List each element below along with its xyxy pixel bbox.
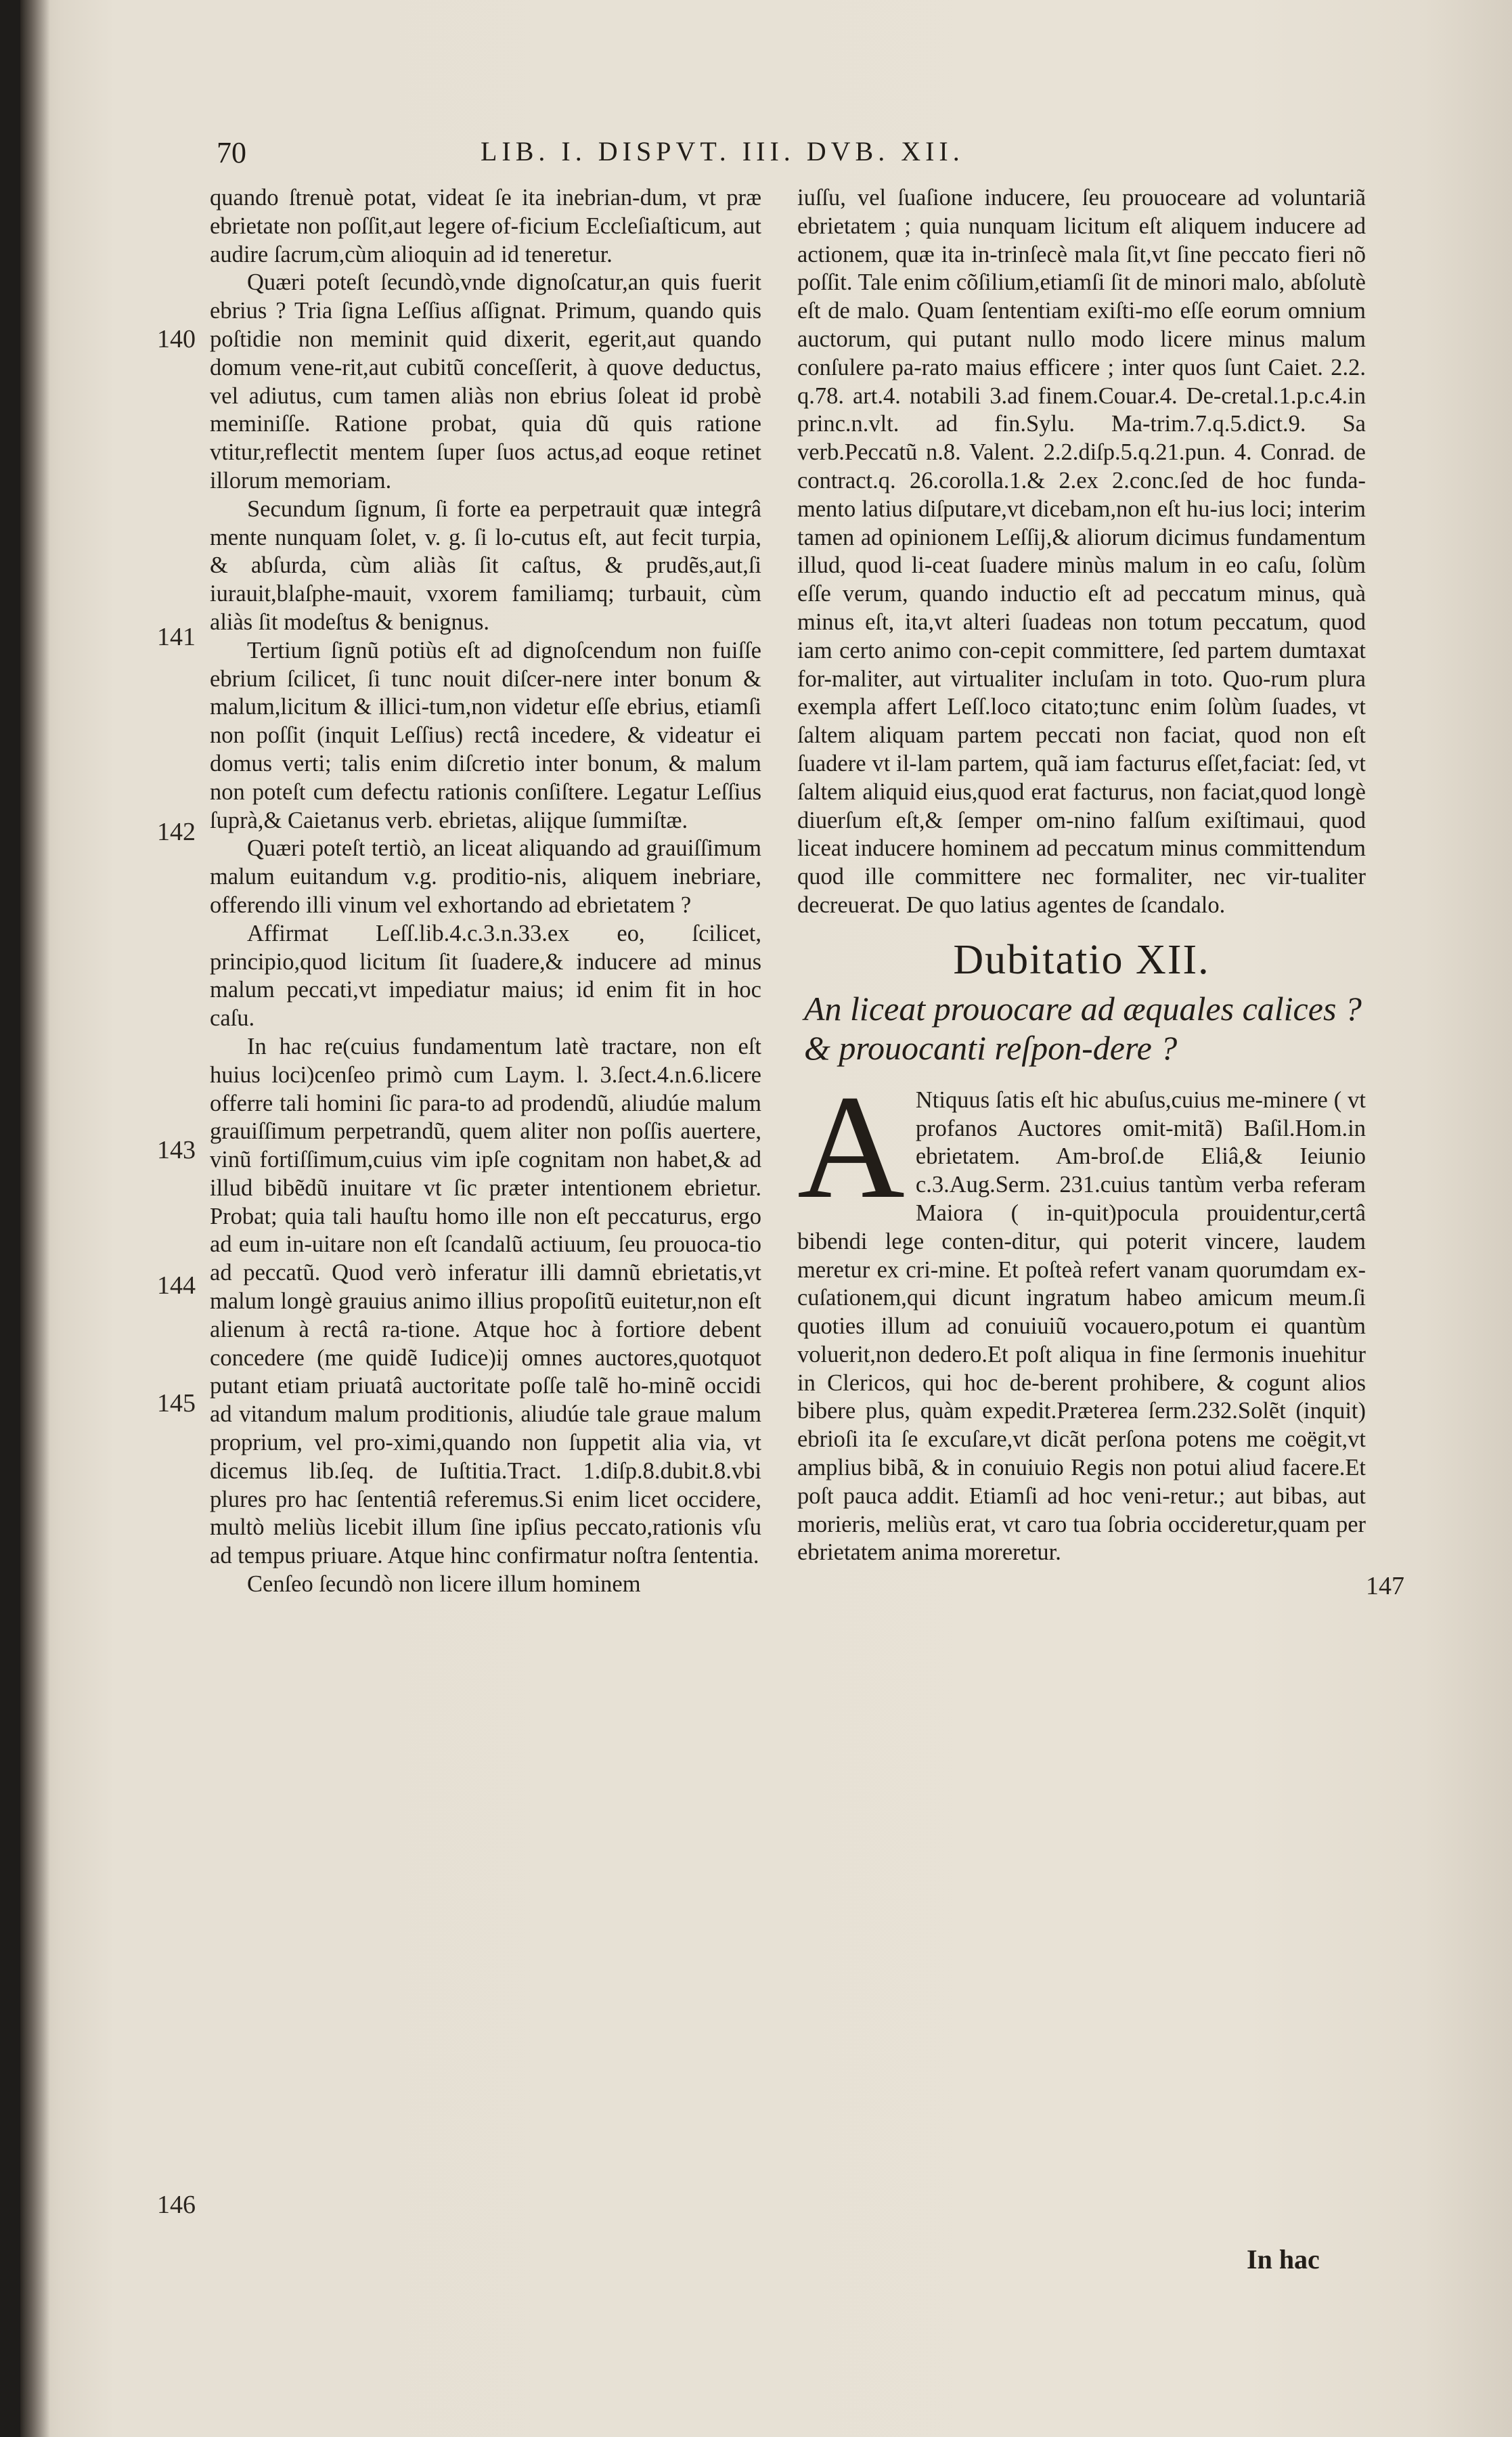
paragraph: In hac re(cuius fundamentum latè tractare, non eſt huius loci)cenſeo primò cum Laym. l. 3.ſect.4.n.6.licere offerre tali homini ſic para-to ad prodendũ, aliudúe malum grauiſſimum perpetrandũ, quem aliter non poſſis auertere, vinũ fortiſſimum,cuius vim ipſe cognitam non habet,& ad illud bibẽdũ inuitare vt ſic præter intentionem ebrietur. Probat; quia tali hauſtu homo ille non eſt peccaturus, ergo ad eum in-uitare non eſt ſcandalũ actiuum, ſeu prouoca-tio ad peccatũ. Quod verò inferatur illi damnũ ebrietatis,vt malum longè grauius animo illius propoſitũ euitetur,non eſt alienum à rectâ ra-tione. Atque hoc à fortiore debent concedere (me quidẽ Iudice)ij omnes auctores,quotquot putant etiam priuatâ auctoritate poſſe talẽ ho-minẽ occidi ad vitandum malum proditionis, aliudúe tale graue malum proprium, vel pro-ximi,quando non ſuppetit alia via, vt dicemus lib.ſeq. de Iuſtitia.Tract. 1.diſp.8.dubit.8.vbi plures pro hac ſententiâ referemus.Si enim licet occidere, multò meliùs licebit illum ſine ipſius peccato,rationis vſu ad tempus priuare. Atque hinc confirmatur noſtra ſententia. (210, 1033, 761, 1569)
paragraph: Cenſeo ſecundò non licere illum hominem (247, 1571, 641, 1598)
right-column (797, 184, 1366, 1567)
page-number: 70 (217, 136, 246, 169)
paragraph-with-dropcap (797, 1063, 1366, 1568)
paragraph: Affirmat Leſſ.lib.4.c.3.n.33.ex eo, ſcilicet, principio,quod licitum ſit ſuadere,& inducere ad minus malum peccati,vt impediatur maius; id enim fit in hoc caſu. (210, 920, 761, 1032)
margin-number: 146 (157, 2191, 196, 2219)
margin-number: 144 (157, 1271, 196, 1300)
margin-number: 147 (1366, 1572, 1404, 1600)
margin-number: 141 (157, 623, 196, 651)
paragraph: quando ſtrenuè potat, videat ſe ita inebrian-dum, vt præ ebrietate non poſſit,aut legere of-ficium Eccleſiaſticum, aut audire ſacrum,cùm alioquin ad id teneretur. (210, 185, 761, 267)
section-title: Dubitatio XII. (953, 936, 1210, 983)
margin-number: 142 (157, 818, 196, 846)
paragraph-text: Ntiquus ſatis eſt hic abuſus,cuius me-minere ( vt profanos Auctores omit-mitã) Baſil.Hom.in ebrietatem. Am-broſ.de Eliâ,& Ieiunio c.3.Aug.Serm. 231.cuius tantùm verba referam Maiora ( in-quit)pocula prouidentur,certâ bibendi lege conten-ditur, qui poterit vincere, laudem meretur ex cri-mine. Et poſteà refert vanam quorumdam ex-cuſationem,qui dicunt ingratum habeo amicum meum.ſi quoties illum ad conuiuiũ vocauero,potum ei quantùm voluerit,non dedero.Et poſt aliqua in fine ſermonis inuehitur in Clericos, qui hoc de-berent prohibere, & cogunt alios bibere plus, quàm expedit.Præterea ſerm.232.Solẽt (inquit) ebrioſi ita ſe excuſare,vt dicãt perſona potens me coëgit,vt amplius bibã, & in conuiuio Regis non potui aliud facere.Et poſt pauca addit. Etiamſi ad hoc veni-retur.; aut bibas, aut morieris, meliùs erat, vt caro tua ſobria occideretur,quam per ebrietatem anima moreretur. (797, 1086, 1366, 1566)
left-column (210, 184, 761, 1599)
catchword: In hac (1247, 2244, 1320, 2275)
drop-cap: A (797, 1063, 905, 1229)
margin-number: 140 (157, 325, 196, 353)
section-question: An liceat prouocare ad æquales calices ? & prouocanti reſpon-dere ? (804, 989, 1362, 1067)
paragraph: iuſſu, vel ſuaſione inducere, ſeu prouoceare ad voluntariã ebrietatem ; quia nunquam licitum eſt aliquem inducere ad actionem, quæ ita in-trinſecè mala ſit,vt ſine peccato fieri nõ poſſit. Tale enim cõſilium,etiamſi ſit de minori malo, abſolutè eſt de malo. Quam ſententiam exiſti-mo eſſe eorum omnium auctorum, qui putant nullo modo licere minus malum conſulere pa-rato maius efficere ; inter quos ſunt Caiet. 2.2. q.78. art.4. notabili 3.ad finem.Couar.4. De-cretal.1.p.c.4.in princ.n.vlt. ad fin.Sylu. Ma-trim.7.q.5.dict.9. Sa verb.Peccatũ n.8. Valent. 2.2.diſp.5.q.21.pun. 4. Conrad. de contract.q. 26.corolla.1.& 2.ex 2.conc.ſed de hoc funda-mento latius diſputare,vt dicebam,non eſt hu-ius loci; interim tamen ad opinionem Leſſij,& aliorum dicimus fundamentum illud, quod li-ceat ſuadere minùs malum in eo caſu, ſolùm eſſe verum, quando inductio eſt ad peccatum minus, quà minus eſt, ita,vt alteri ſuadeas non totum peccatum, quod iam certo animo con-cepit committere, ſed partem dumtaxat for-maliter, aut virtualiter incluſam in toto. Quo-rum plura exempla affert Leſſ.loco citato;tunc enim ſolùm ſuades, vt ſaltem aliquam partem peccati non faciat, quod non eſt ſuadere vt il-lam partem, quã iam facturus eſſet,faciat: ſed, vt ſaltem aliquid eius,quod erat facturus, non faciat,quod longè diuerſum eſt,& ſemper om-nino falſum exiſtimaui, quod liceat inducere hominem ad peccatum minus committendum quod ille committere nec formaliter, nec vir-tualiter decreuerat. De quo latius agentes de ſcandalo. (797, 185, 1366, 918)
running-header (217, 135, 1367, 179)
paragraph: Tertium ſignũ potiùs eſt ad dignoſcendum non fuiſſe ebrium ſcilicet, ſi tunc nouit diſcer-nere inter bonum & malum,licitum & illici-tum,non videtur eſſe ebrius, etiamſi non poſſit (inquit Leſſius) rectâ incedere, & videatur ei domus verti; talis enim diſcretio inter bonum, & malum non poteſt cum defectu rationis conſiſtere. Legatur Leſſius ſuprà,& Caietanus verb. ebrietas, aliįque ſummiſtæ. (210, 637, 761, 833)
running-title: LIB. I. DISPVT. III. DVB. XII. (481, 136, 964, 167)
gutter-shadow (20, 0, 50, 2437)
paragraph: Quæri poteſt ſecundò,vnde dignoſcatur,an quis fuerit ebrius ? Tria ſigna Leſſius aſſignat. Primum, quando quis poſtidie non meminit quid dixerit, egerit,aut quando domum vene-rit,aut cubitũ conceſſerit, à quove deductus, vel adiutus, cum tamen aliàs non ebrius ſoleat id probè meminiſſe. Ratione probat, quia dũ quis ratione vtitur,reflectit mentem ſuper ſuos actus,ad eoque retinet illorum memoriam. (210, 269, 761, 493)
margin-number: 143 (157, 1136, 196, 1164)
paragraph: Quæri poteſt tertiò, an liceat aliquando ad grauiſſimum malum euitandum v.g. proditio-nis, aliquem inebriare, offerendo illi vinum vel exhortando ad ebrietatem ? (210, 835, 761, 918)
margin-number: 145 (157, 1389, 196, 1418)
paragraph: Secundum ſignum, ſi forte ea perpetrauit quæ integrâ mente nunquam ſolet, v. g. ſi lo-cutus eſt, aut fecit turpia, & abſurda, cùm aliàs ſit caſtus, & prudẽs,aut,ſi iurauit,blaſphe-mauit, vxorem familiamq; turbauit, cùm aliàs ſit modeſtus & benignus. (210, 496, 761, 635)
page-edge (1424, 0, 1512, 2437)
